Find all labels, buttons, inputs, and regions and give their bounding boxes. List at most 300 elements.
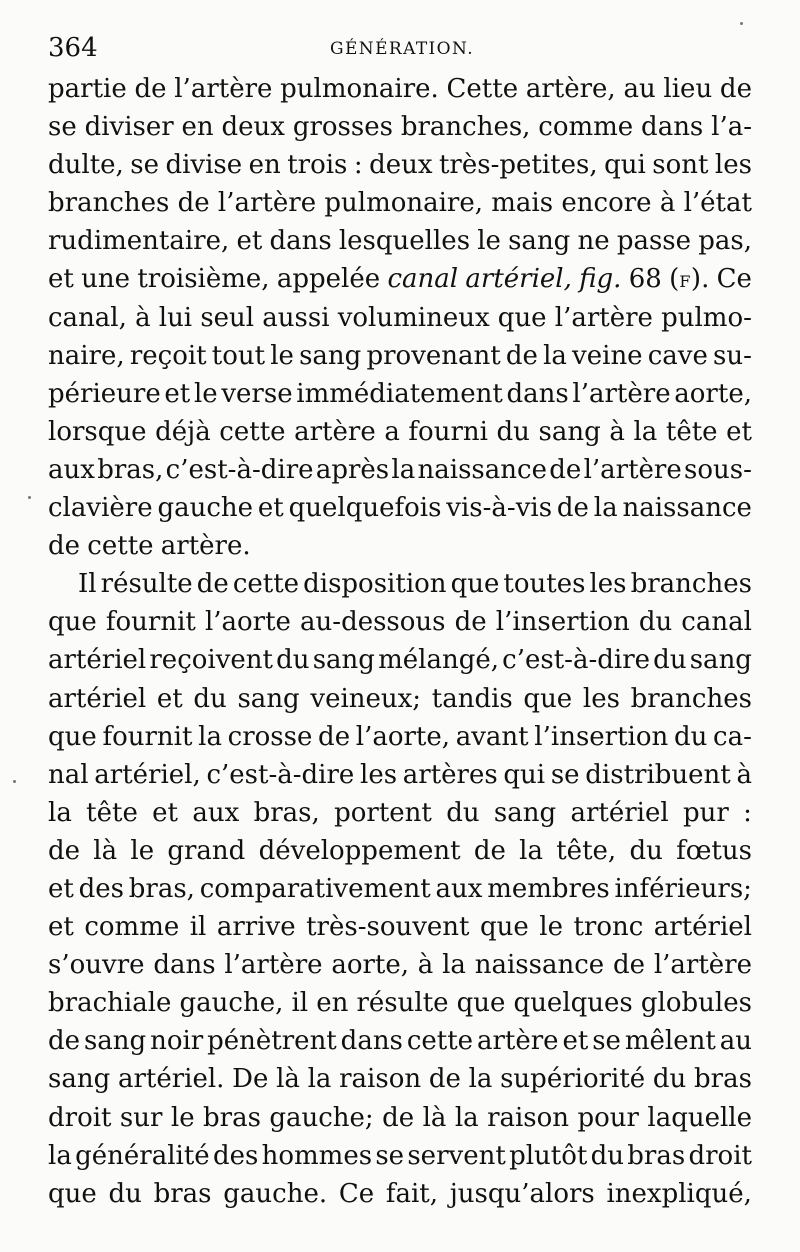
word: des: [78, 873, 124, 904]
word: aorte,: [331, 950, 409, 981]
word: de: [505, 340, 538, 371]
text-line: [48, 451, 752, 489]
running-title: GÉNÉRATION.: [330, 39, 475, 59]
word: quelques: [513, 988, 633, 1019]
word: disposition: [303, 569, 447, 600]
word: aussi: [262, 302, 330, 333]
text-line: [48, 718, 752, 756]
word: trois: [287, 150, 348, 181]
word: jusqu’alors: [449, 1178, 595, 1209]
word: Il: [78, 569, 97, 600]
word: et: [562, 1026, 589, 1057]
word: raison: [487, 1102, 570, 1133]
word: s’ouvre: [48, 950, 145, 981]
word: de: [318, 721, 351, 752]
word: comme: [538, 112, 634, 143]
word: branches: [630, 569, 752, 600]
word: la: [442, 950, 466, 981]
word: dans: [506, 378, 569, 409]
word: mêlent: [624, 1026, 716, 1057]
word: artériel.: [117, 1064, 225, 1095]
word: dans: [641, 112, 704, 143]
word: résulte: [100, 569, 193, 600]
word: ca-: [713, 721, 752, 752]
word: la: [198, 721, 222, 752]
word: du: [629, 835, 663, 866]
word: à: [609, 416, 625, 447]
word: l’insertion: [534, 721, 669, 752]
text-line: [48, 603, 752, 641]
word: du: [638, 607, 673, 638]
word: et: [726, 416, 752, 447]
text-line: [48, 1175, 752, 1213]
word: clavière: [48, 493, 153, 524]
text-line: [48, 832, 752, 870]
word: du: [276, 645, 310, 676]
word: cette: [232, 569, 300, 600]
word: bras,: [97, 454, 164, 485]
word: se: [592, 1026, 621, 1057]
text-line: [48, 108, 752, 146]
paper-speck: [28, 496, 31, 499]
word: arrive: [216, 912, 296, 943]
word: dulte,: [48, 150, 124, 181]
word: volumineux: [337, 302, 490, 333]
word: la: [48, 797, 72, 828]
word: le: [193, 378, 218, 409]
text-line: [48, 1137, 752, 1175]
word: résulte: [356, 988, 449, 1019]
text-line: [48, 1099, 752, 1137]
word: sang: [299, 340, 362, 371]
word: naissance: [417, 454, 547, 485]
word: tête,: [556, 835, 617, 866]
word: cette: [219, 416, 286, 447]
word: une: [81, 264, 131, 295]
word: c’est-à-dire: [502, 645, 651, 676]
word: à: [417, 950, 434, 981]
word: des: [212, 1140, 259, 1171]
text-line: [48, 489, 752, 527]
word: à: [659, 188, 676, 219]
word: deux: [221, 112, 285, 143]
word: raison: [339, 1064, 422, 1095]
word: l’artère: [224, 950, 323, 981]
word: sang: [83, 1026, 147, 1057]
word: bras: [627, 1140, 686, 1171]
text-line: [48, 756, 752, 794]
word: artériel: [570, 797, 669, 828]
word: distribuent: [585, 759, 731, 790]
word: artère,: [525, 74, 616, 104]
word: les: [589, 569, 627, 600]
word: les: [714, 150, 752, 181]
text-line: [48, 299, 752, 337]
word: brachiale: [48, 988, 172, 1019]
word: fourni: [408, 416, 488, 447]
word: globules: [640, 988, 752, 1019]
word: du: [652, 1064, 687, 1095]
word: sang: [538, 416, 601, 447]
word: comme: [84, 912, 180, 943]
word: la: [633, 416, 658, 447]
word: divise: [165, 150, 243, 181]
word: artériel: [653, 912, 752, 943]
word: là: [276, 1064, 300, 1095]
word: tout: [211, 340, 266, 371]
word: ne: [577, 226, 610, 257]
word: l’artère: [583, 454, 682, 485]
text-line: [48, 184, 752, 222]
text-line: [48, 870, 752, 908]
text-line: [48, 337, 752, 375]
word: cette: [87, 531, 154, 562]
word: déjà: [155, 416, 211, 447]
word: canal: [387, 264, 459, 295]
word: 68: [628, 264, 662, 295]
word: et: [48, 912, 74, 943]
word: pulmonaire.: [280, 74, 439, 104]
word: artériel,: [465, 264, 572, 295]
word: grosses: [292, 112, 393, 143]
word: (F).: [669, 264, 710, 295]
word: bras,: [128, 873, 195, 904]
word: l’état: [683, 188, 752, 219]
word: canal,: [48, 302, 127, 333]
word: l’artère: [653, 950, 752, 981]
word: la: [593, 493, 618, 524]
word: l’aorte: [204, 607, 291, 638]
word: cette: [406, 1026, 474, 1057]
word: sang: [312, 645, 375, 676]
word: membres: [487, 873, 610, 904]
word: l’artère: [572, 378, 671, 409]
text-line: [48, 565, 752, 603]
word: seul: [200, 302, 255, 333]
word: que: [48, 1178, 97, 1209]
word: du: [446, 797, 480, 828]
word: qui: [604, 150, 646, 181]
word: artère: [476, 1026, 559, 1057]
word: laquelle: [647, 1102, 752, 1133]
word: de: [134, 74, 167, 104]
word: développement: [258, 835, 461, 866]
word: de: [612, 950, 646, 981]
word: se: [130, 150, 159, 181]
word: bras: [153, 1178, 212, 1209]
paper-speck: [13, 780, 16, 783]
word: mais: [491, 188, 554, 219]
word: l’artère: [554, 302, 653, 333]
word: branches: [48, 188, 170, 219]
text-line: [48, 222, 752, 260]
word: de: [473, 835, 506, 866]
word: tête: [86, 797, 138, 828]
word: pas,: [698, 226, 752, 257]
word: de: [454, 607, 487, 638]
word: de: [549, 454, 582, 485]
word: que: [456, 988, 506, 1019]
word: comparativement: [199, 873, 431, 904]
word: artère: [294, 416, 376, 447]
word: que: [497, 302, 547, 333]
word: très-petites,: [438, 150, 598, 181]
word: le: [539, 912, 563, 943]
word: fait,: [385, 1178, 438, 1209]
word: encore: [561, 188, 652, 219]
word: lesquelles: [338, 226, 471, 257]
text-line: [48, 527, 752, 565]
word: et: [257, 493, 284, 524]
word: après: [315, 454, 390, 485]
word: qui: [503, 759, 546, 790]
word: et: [48, 264, 74, 295]
word: De: [232, 1064, 269, 1095]
word: la: [468, 1064, 493, 1095]
word: de: [382, 1102, 415, 1133]
word: dans: [269, 226, 332, 257]
paper-speck: [740, 22, 743, 25]
word: le: [477, 226, 501, 257]
word: lui: [158, 302, 193, 333]
running-header: [48, 32, 750, 64]
word: et: [48, 873, 74, 904]
word: verse: [221, 378, 293, 409]
word: au-dessous: [300, 607, 446, 638]
word: rudimentaire,: [48, 226, 230, 257]
word: Ce: [716, 264, 752, 295]
word: fig.: [579, 264, 622, 295]
word: de: [48, 1026, 81, 1057]
text-line: [48, 641, 752, 679]
word: que: [48, 607, 97, 638]
word: fournit: [105, 607, 196, 638]
word: la: [48, 1140, 72, 1171]
word: gauche.: [223, 1178, 328, 1209]
word: de: [719, 74, 752, 104]
word: et: [152, 797, 178, 828]
word: de: [556, 493, 589, 524]
word: sang: [508, 226, 571, 257]
word: tête: [665, 416, 718, 447]
word: du: [108, 1178, 142, 1209]
word: provenant: [366, 340, 501, 371]
text-line: [48, 908, 752, 946]
word: troisième,: [137, 264, 270, 295]
word: bras: [203, 1102, 261, 1133]
word: se: [550, 759, 580, 790]
word: les: [360, 759, 398, 790]
word: canal: [681, 607, 752, 638]
word: la: [519, 835, 543, 866]
word: deux: [369, 150, 433, 181]
word: artériel: [48, 683, 147, 714]
text-line: [48, 413, 752, 451]
word: nal: [48, 759, 89, 790]
word: et: [236, 226, 263, 257]
word: il: [291, 988, 309, 1019]
word: pur: [683, 797, 729, 828]
word: pulmo-: [661, 302, 752, 333]
word: crosse: [227, 721, 313, 752]
word: quelquefois: [288, 493, 442, 524]
text-line: [48, 260, 752, 298]
word: l’artère: [217, 188, 317, 219]
word: branches,: [400, 112, 531, 143]
word: reçoivent: [149, 645, 273, 676]
word: droit: [48, 1102, 112, 1133]
word: du: [590, 1140, 624, 1171]
word: naire,: [48, 340, 125, 371]
word: artériel: [48, 645, 147, 676]
word: inférieurs;: [614, 873, 752, 904]
word: gauche,: [179, 988, 284, 1019]
word: dans: [153, 950, 216, 981]
word: aux: [435, 873, 483, 904]
word: sous-: [684, 454, 752, 485]
word: la: [454, 1102, 479, 1133]
word: supériorité: [500, 1064, 646, 1095]
word: de: [428, 1064, 461, 1095]
word: a: [384, 416, 400, 447]
text-line: [48, 1022, 752, 1060]
word: bras: [694, 1064, 752, 1095]
word: vis-à-vis: [446, 493, 553, 524]
text-line: [48, 70, 752, 108]
word: naissance: [622, 493, 752, 524]
word: du: [193, 683, 227, 714]
word: c’est-à-dire: [165, 454, 314, 485]
word: sur: [119, 1102, 163, 1133]
word: lorsque: [48, 416, 147, 447]
page-number: 364: [48, 33, 98, 63]
word: su-: [713, 340, 752, 371]
word: du: [496, 416, 530, 447]
word: passe: [616, 226, 692, 257]
word: Cette: [446, 74, 519, 104]
word: du: [653, 645, 687, 676]
word: que: [450, 569, 500, 600]
word: la: [391, 454, 416, 485]
body-text: [48, 70, 752, 1213]
word: aorte,: [674, 378, 752, 409]
word: que: [479, 912, 529, 943]
word: grand: [167, 835, 246, 866]
word: en: [248, 150, 281, 181]
word: la: [543, 340, 567, 371]
word: dans: [340, 1026, 403, 1057]
word: que: [523, 683, 573, 714]
word: c’est-à-dire: [206, 759, 355, 790]
word: que: [48, 721, 97, 752]
word: au: [623, 74, 656, 104]
text-line: [48, 794, 752, 832]
text-line: [48, 680, 752, 718]
word: et: [156, 683, 183, 714]
word: reçoit: [129, 340, 207, 371]
word: de: [48, 835, 81, 866]
word: noir: [150, 1026, 204, 1057]
word: à: [135, 302, 151, 333]
word: naissance: [474, 950, 605, 981]
word: aux: [192, 797, 240, 828]
word: :: [353, 150, 363, 181]
word: sang: [48, 1064, 111, 1095]
word: de: [177, 188, 210, 219]
word: là: [422, 1102, 447, 1133]
word: fournit: [102, 721, 193, 752]
word: le: [170, 1102, 195, 1133]
word: hommes: [261, 1140, 373, 1171]
word: à: [736, 759, 752, 790]
text-line: [48, 146, 752, 184]
word: veine: [572, 340, 643, 371]
word: du: [673, 721, 708, 752]
word: artériel,: [94, 759, 201, 790]
word: artère.: [160, 531, 251, 562]
word: toutes: [503, 569, 586, 600]
word: artères: [402, 759, 498, 790]
word: branches: [630, 683, 752, 714]
word: immédiatement: [296, 378, 503, 409]
word: bras,: [253, 797, 320, 828]
word: diviser: [84, 112, 174, 143]
word: inexpliqué,: [606, 1178, 752, 1209]
word: :: [743, 797, 752, 828]
word: pulmonaire,: [324, 188, 484, 219]
word: portent: [334, 797, 432, 828]
word: tronc: [573, 912, 644, 943]
word: veineux;: [310, 683, 422, 714]
word: sang: [237, 683, 300, 714]
word: l’aorte,: [355, 721, 451, 752]
word: gauche: [157, 493, 254, 524]
text-line: [48, 946, 752, 984]
word: là: [93, 835, 118, 866]
word: servent: [407, 1140, 506, 1171]
word: droit: [688, 1140, 752, 1171]
word: fœtus: [676, 835, 752, 866]
word: gauche;: [269, 1102, 374, 1133]
word: l’insertion: [495, 607, 630, 638]
word: la: [307, 1064, 332, 1095]
word: périeure: [48, 378, 161, 409]
word: mélangé,: [378, 645, 499, 676]
word: avant: [455, 721, 529, 752]
word: se: [375, 1140, 405, 1171]
word: l’artère: [174, 74, 273, 104]
text-line: [48, 1060, 752, 1098]
word: sang: [493, 797, 557, 828]
word: de: [196, 569, 229, 600]
word: il: [189, 912, 207, 943]
word: sont: [652, 150, 709, 181]
word: le: [270, 340, 294, 371]
text-line: [48, 375, 752, 413]
word: au: [719, 1026, 752, 1057]
word: pour: [577, 1102, 639, 1133]
word: très-souvent: [306, 912, 470, 943]
word: aux: [48, 454, 95, 485]
word: en: [181, 112, 214, 143]
word: en: [316, 988, 349, 1019]
word: les: [582, 683, 620, 714]
word: généralité: [75, 1140, 210, 1171]
word: plutôt: [509, 1140, 588, 1171]
word: Ce: [338, 1178, 375, 1209]
word: lieu: [663, 74, 713, 104]
word: pénètrent: [207, 1026, 337, 1057]
